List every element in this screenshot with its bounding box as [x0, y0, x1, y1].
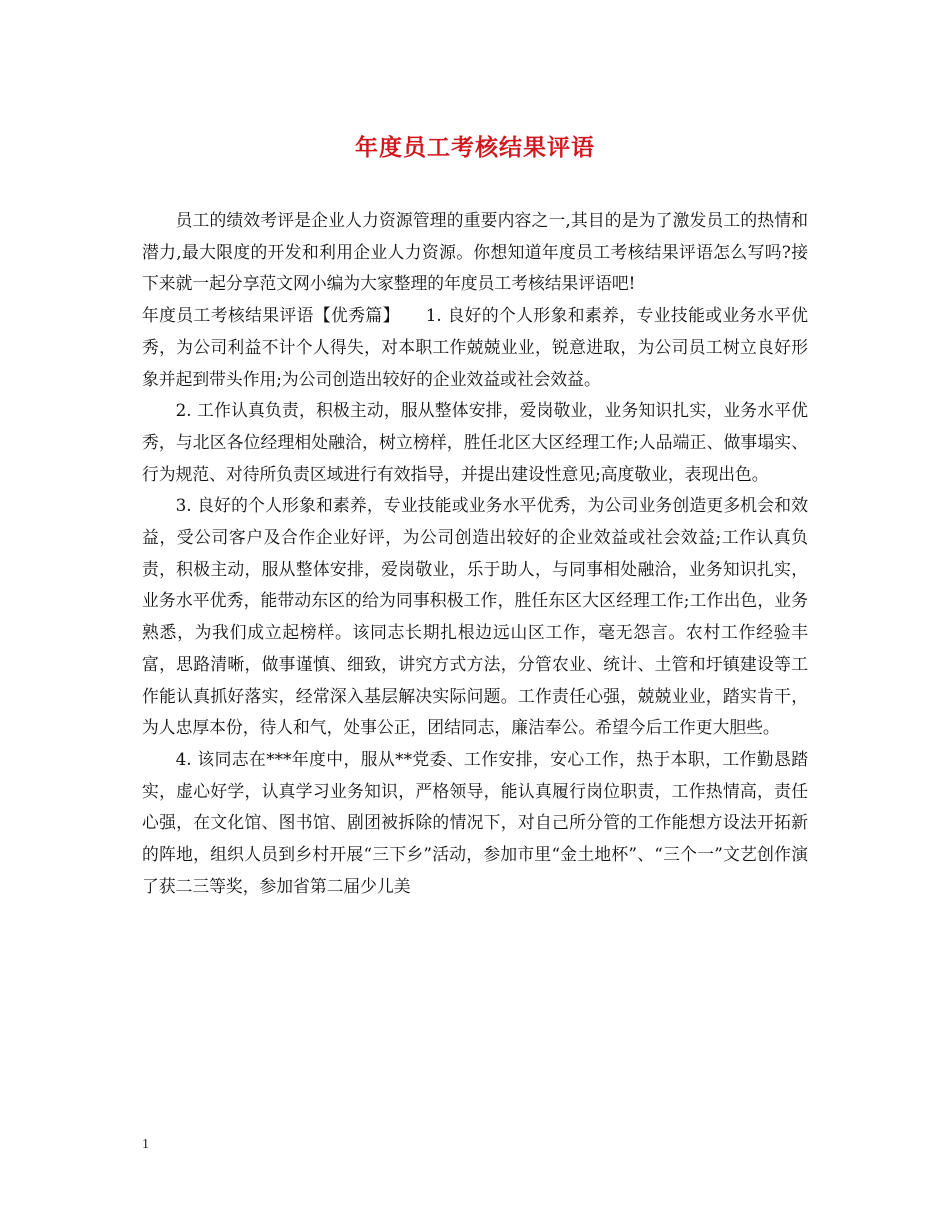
document-body — [142, 205, 808, 902]
paragraph-4: 4. 该同志在***年度中，服从**党委、工作安排，安心工作，热于本职，工作勤恳踏实，虚心好学，认真学习业务知识，严格领导，能认真履行岗位职责，工作热情高，责任心强，在文化馆、图书馆、剧团被拆除的情况下，对自己所分管的工作能想方设法开拓新的阵地，组织人员到乡村开展“三下乡”活动，参加市里“金土地杯”、“三个一”文艺创作演了获二三等奖，参加省第二届少儿美 — [142, 748, 808, 896]
paragraph-2: 2. 工作认真负责，积极主动，服从整体安排，爱岗敬业，业务知识扎实，业务水平优秀，与北区各位经理相处融洽，树立榜样，胜任北区大区经理工作;人品端正、做事塌实、行为规范、对待所负责区域进行有效指导，并提出建设性意见;高度敬业，表现出色。 — [142, 400, 808, 484]
paragraph-1: 年度员工考核结果评语【优秀篇】 1. 良好的个人形象和素养，专业技能或业务水平优秀，为公司利益不计个人得失，对本职工作兢兢业业，锐意进取，为公司员工树立良好形象并起到带头作用;为公司创造出较好的企业效益或社会效益。 — [142, 305, 808, 389]
document-title: 年度员工考核结果评语 — [355, 134, 595, 161]
page-number: 1 — [142, 1137, 149, 1152]
paragraph-3: 3. 良好的个人形象和素养，专业技能或业务水平优秀，为公司业务创造更多机会和效益，受公司客户及合作企业好评，为公司创造出较好的企业效益或社会效益;工作认真负责，积极主动，服从整体安排，爱岗敬业，乐于助人，与同事相处融洽，业务知识扎实，业务水平优秀，能带动东区的给为同事积极工作，胜任东区大区经理工作;工作出色，业务熟悉，为我们成立起榜样。该同志长期扎根边远山区工作，毫无怨言。农村工作经验丰富，思路清晰，做事谨慎、细致，讲究方式方法，分管农业、统计、土管和圩镇建设等工作能认真抓好落实，经常深入基层解决实际问题。工作责任心强，兢兢业业，踏实肯干，为人忠厚本份，待人和气，处事公正，团结同志，廉洁奉公。希望今后工作更大胆些。 — [142, 495, 808, 738]
paragraph-intro: 员工的绩效考评是企业人力资源管理的重要内容之一,其目的是为了激发员工的热情和潜力,最大限度的开发和利用企业人力资源。你想知道年度员工考核结果评语怎么写吗?接下来就一起分享范文网小编为大家整理的年度员工考核结果评语吧! — [142, 210, 808, 294]
